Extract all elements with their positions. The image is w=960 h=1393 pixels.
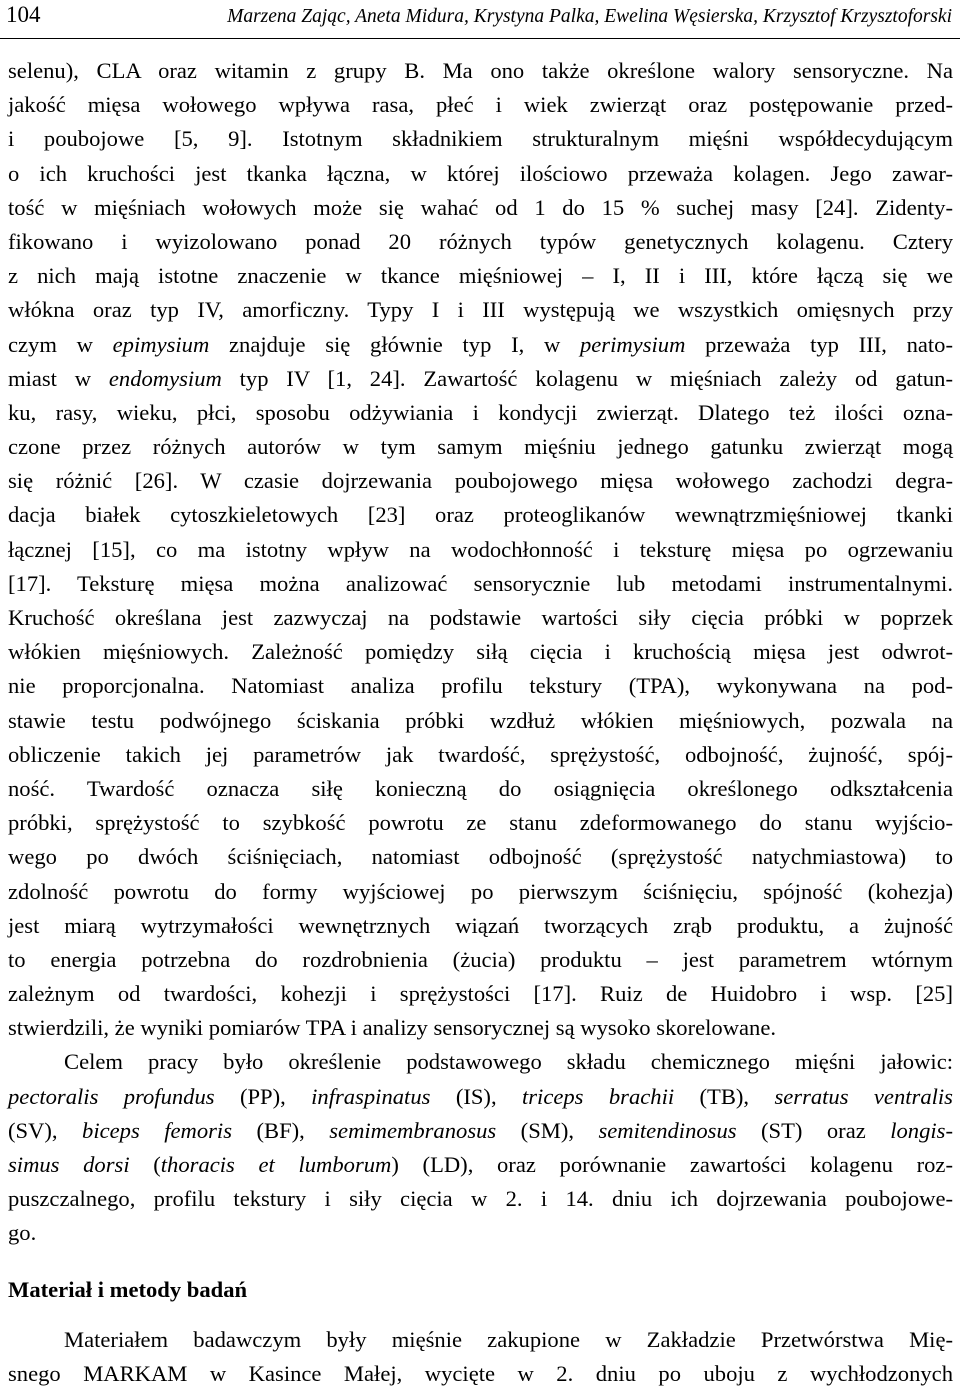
text-line: zdolność powrotu do formy wyjściowej po pierwszym ściśnięciu, spójność (kohezja)	[8, 878, 953, 904]
text-line: ność. Twardość oznacza siłę konieczną do osiągnięcia określonego odkształcenia	[8, 775, 953, 801]
text-line: łącznej [15], co ma istotny wpływ na wodochłonność i teksturę mięsa po ogrzewaniu	[8, 536, 953, 562]
text-line: obliczenie takich jej parametrów jak twardość, sprężystość, odbojność, żujność, spój-	[8, 741, 953, 767]
text-line: simus dorsi (thoracis et lumborum) (LD), oraz porównanie zawartości kolagenu roz-	[8, 1152, 953, 1177]
text-line: czone przez różnych autorów w tym samym mięśniu jednego gatunku zwierząt mogą	[8, 434, 953, 460]
main-text	[8, 54, 953, 1251]
page-number: 104	[6, 2, 41, 27]
text-line: jest miarą wytrzymałości wewnętrznych wiązań tworzących zrąb produktu, a żujność	[8, 912, 953, 938]
text-line: Celem pracy było określenie podstawowego składu chemicznego mięśni jałowic:	[64, 1049, 953, 1075]
section-heading: Materiał i metody badań	[8, 1277, 248, 1302]
text-line: Materiałem badawczym były mięśnie zakupione w Zakładzie Przetwórstwa Mię-	[64, 1327, 953, 1352]
text-line: ku, rasy, wieku, płci, sposobu odżywiania i kondycji zwierząt. Dlatego też ilości ozna-	[8, 399, 953, 425]
text-line: włókien mięśniowych. Zależność pomiędzy siłą cięcia i kruchością mięsa jest odwrot-	[8, 639, 953, 665]
text-line: miast w endomysium typ IV [1, 24]. Zawartość kolagenu w mięśniach zależy od gatun-	[8, 365, 953, 391]
text-line: jakość mięsa wołowego wpływa rasa, płeć i wiek zwierząt oraz postępowanie przed-	[8, 92, 953, 118]
text-line: stwierdzili, że wyniki pomiarów TPA i analizy sensorycznej są wysoko skorelowane.	[8, 1015, 777, 1041]
text-line: nie proporcjonalna. Natomiast analiza profilu tekstury (TPA), wykonywana na pod-	[8, 673, 953, 699]
text-line: [17]. Teksturę mięsa można analizować sensorycznie lub metodami instrumentalnymi.	[8, 570, 953, 596]
text-line: stawie testu podwójnego ściskania próbki wzdłuż włókien mięśniowych, pozwala na	[8, 707, 953, 733]
text-line: się różnić [26]. W czasie dojrzewania poubojowego mięsa wołowego zachodzi degra-	[8, 468, 953, 494]
text-line: go.	[8, 1220, 37, 1246]
text-line: (SV), biceps femoris (BF), semimembranosus (SM), semitendinosus (ST) oraz longis-	[8, 1117, 953, 1143]
text-line: fikowano i wyizolowano ponad 20 różnych typów genetycznych kolagenu. Cztery	[8, 228, 953, 254]
running-head-authors: Marzena Zając, Aneta Midura, Krystyna Palka, Ewelina Węsierska, Krzysztof Krzysztoforski	[227, 6, 952, 27]
text-line: włókna oraz typ IV, amorficzny. Typy I i III występują we wszystkich omięsnych przy	[8, 297, 953, 323]
text-line: pectoralis profundus (PP), infraspinatus (IS), triceps brachii (TB), serratus ventralis	[8, 1083, 953, 1109]
text-line: z nich mają istotne znaczenie w tkance mięśniowej – I, II i III, które łączą się we	[8, 263, 953, 289]
text-line: selenu), CLA oraz witamin z grupy B. Ma ono także określone walory sensoryczne. Na	[8, 58, 953, 83]
text-line: czym w epimysium znajduje się głównie typ I, w perimysium przeważa typ III, nato-	[8, 331, 953, 357]
text-line: dacja białek cytoszkieletowych [23] oraz proteoglikanów wewnątrzmięśniowej tkanki	[8, 502, 953, 528]
text-line: puszczalnego, profilu tekstury i siły cięcia w 2. i 14. dniu ich dojrzewania poubojowe-	[8, 1186, 953, 1212]
text-line: próbki, sprężystość to szybkość powrotu ze stanu zdeformowanego do stanu wyjścio-	[8, 810, 953, 836]
text-line: Kruchość określana jest zazwyczaj na podstawie wartości siły cięcia próbki w poprzek	[8, 605, 953, 630]
text-line: o ich kruchości jest tkanka łączna, w której ilościowo przeważa kolagen. Jego zawar-	[8, 160, 953, 186]
text-line: to energia potrzebna do rozdrobnienia (żucia) produktu – jest parametrem wtórnym	[8, 946, 953, 972]
text-line: tość w mięśniach wołowych może się wahać od 1 do 15 % suchej masy [24]. Zidenty-	[8, 194, 953, 220]
section-text	[8, 1323, 953, 1391]
text-line: snego MARKAM w Kasince Małej, wycięte w 2. dniu po uboju z wychłodzonych	[8, 1361, 953, 1387]
text-line: zależnym od twardości, kohezji i sprężystości [17]. Ruiz de Huidobro i wsp. [25]	[8, 981, 953, 1007]
page-header	[0, 0, 960, 39]
text-line: wego po dwóch ściśnięciach, natomiast odbojność (sprężystość natychmiastowa) to	[8, 844, 953, 870]
text-line: i poubojowe [5, 9]. Istotnym składnikiem strukturalnym mięśni współdecydującym	[8, 126, 953, 152]
